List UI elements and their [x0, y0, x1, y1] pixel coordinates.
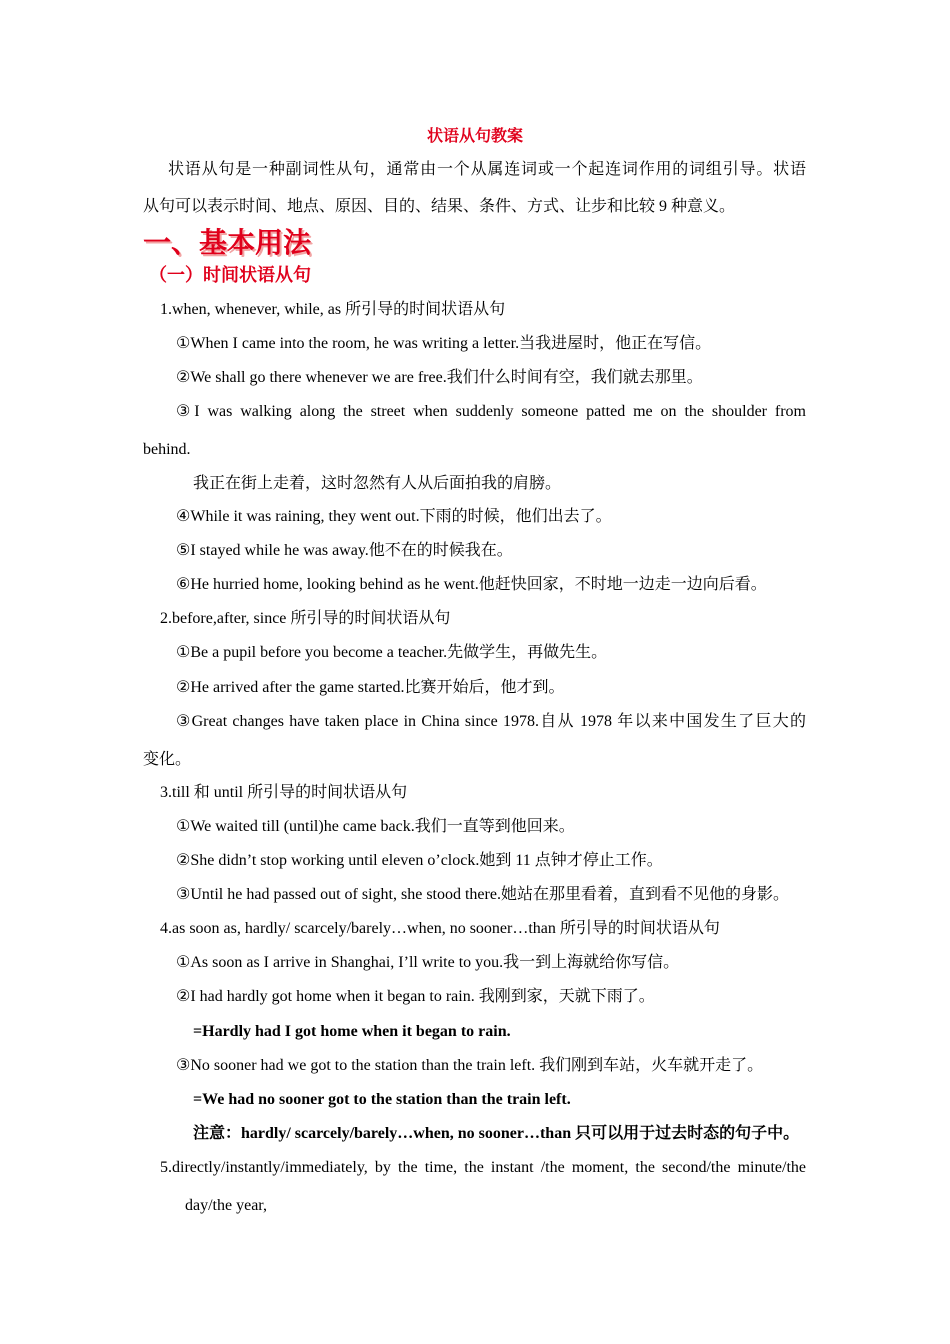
subsection-heading-time-clauses: （一）时间状语从句 [149, 265, 311, 286]
item-4-example-1: ①As soon as I arrive in Shanghai, I’ll write to you.我一到上海就给你写信。 [176, 954, 680, 971]
intro-line-1: 状语从句是一种副词性从句，通常由一个从属连词或一个起连词作用的词组引导。状语 [168, 161, 806, 178]
intro-line-2: 从句可以表示时间、地点、原因、目的、结果、条件、方式、让步和比较 9 种意义。 [143, 198, 736, 215]
item-1-example-5: ⑤I stayed while he was away.他不在的时候我在。 [176, 542, 513, 559]
item-1-heading: 1.when, whenever, while, as 所引导的时间状语从句 [160, 301, 506, 318]
item-2-example-2: ②He arrived after the game started.比赛开始后，他才到。 [176, 679, 565, 696]
item-1-example-3-translation: 我正在街上走着，这时忽然有人从后面拍我的肩膀。 [193, 475, 562, 492]
item-2-heading: 2.before,after, since 所引导的时间状语从句 [160, 610, 451, 627]
item-1-example-1: ①When I came into the room, he was writing a letter.当我进屋时，他正在写信。 [176, 335, 712, 352]
item-4-example-3: ③No sooner had we got to the station than the train left. 我们刚到车站，火车就开走了。 [176, 1057, 764, 1074]
item-1-example-3: ③I was walking along the street when suddenly someone patted me on the shoulder from [176, 403, 806, 420]
item-3-example-2: ②She didn’t stop working until eleven o’clock.她到 11 点钟才停止工作。 [176, 852, 663, 869]
item-5-heading-cont: day/the year, [185, 1197, 267, 1214]
item-4-example-2-inversion: =Hardly had I got home when it began to rain. [193, 1023, 511, 1040]
item-4-heading: 4.as soon as, hardly/ scarcely/barely…when, no sooner…than 所引导的时间状语从句 [160, 920, 720, 937]
item-4-note: 注意：hardly/ scarcely/barely…when, no sooner…than 只可以用于过去时态的句子中。 [193, 1125, 800, 1142]
item-2-example-3-cont: 变化。 [143, 751, 192, 768]
item-1-example-3-cont: behind. [143, 441, 191, 458]
item-4-example-3-rewrite: =We had no sooner got to the station than the train left. [193, 1091, 571, 1108]
item-3-heading: 3.till 和 until 所引导的时间状语从句 [160, 784, 408, 801]
item-1-example-2: ②We shall go there whenever we are free.我们什么时间有空，我们就去那里。 [176, 369, 703, 386]
item-3-example-3: ③Until he had passed out of sight, she stood there.她站在那里看着，直到看不见他的身影。 [176, 886, 789, 903]
item-2-example-3: ③Great changes have taken place in China since 1978.自从 1978 年以来中国发生了巨大的 [176, 713, 806, 730]
item-1-example-4: ④While it was raining, they went out.下雨的时候，他们出去了。 [176, 508, 612, 525]
document-title: 状语从句教案 [426, 128, 523, 145]
item-5-heading: 5.directly/instantly/immediately, by the time, the instant /the moment, the second/the minute/the [160, 1159, 806, 1176]
item-4-example-2: ②I had hardly got home when it began to rain. 我刚到家，天就下雨了。 [176, 988, 655, 1005]
item-3-example-1: ①We waited till (until)he came back.我们一直等到他回来。 [176, 818, 575, 835]
section-heading-basic-usage: 一、基本用法 [143, 226, 312, 259]
item-1-example-6: ⑥He hurried home, looking behind as he went.他赶快回家，不时地一边走一边向后看。 [176, 576, 767, 593]
item-2-example-1: ①Be a pupil before you become a teacher.先做学生，再做先生。 [176, 644, 608, 661]
